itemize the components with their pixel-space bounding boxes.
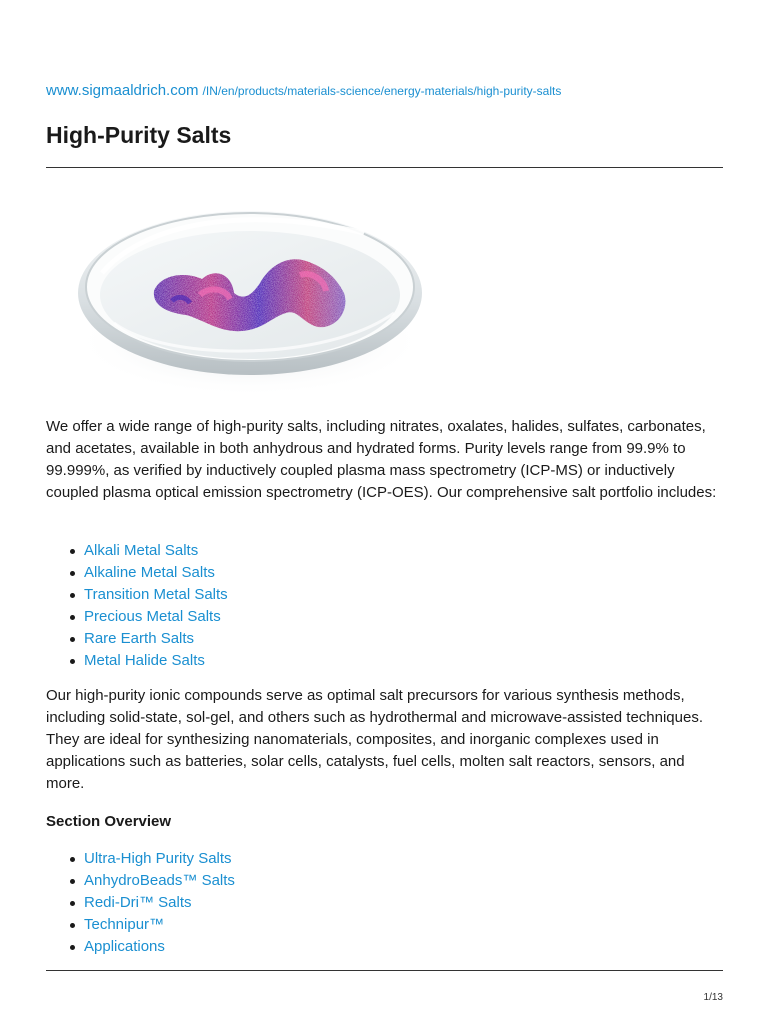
- overview-link-ultra-high-purity-salts[interactable]: [46, 848, 235, 870]
- petri-dish-salt-crystals-image: [74, 183, 426, 403]
- overview-link-label[interactable]: Ultra-High Purity Salts: [84, 850, 232, 867]
- salt-portfolio-list: [46, 540, 228, 672]
- portfolio-link-label[interactable]: Alkaline Metal Salts: [84, 564, 215, 581]
- document-page: [46, 0, 723, 1024]
- top-divider: [46, 167, 723, 168]
- bullet-icon: [70, 879, 75, 884]
- overview-link-label[interactable]: AnhydroBeads™ Salts: [84, 872, 235, 889]
- portfolio-link-metal-halide-salts[interactable]: [46, 650, 228, 672]
- bullet-icon: [70, 923, 75, 928]
- bottom-divider: [46, 970, 723, 971]
- bullet-icon: [70, 857, 75, 862]
- source-url-path[interactable]: /IN/en/products/materials-science/energy-materials/high-purity-salts: [202, 84, 562, 98]
- bullet-icon: [70, 571, 75, 576]
- bullet-icon: [70, 659, 75, 664]
- portfolio-link-transition-metal-salts[interactable]: [46, 584, 228, 606]
- portfolio-link-alkali-metal-salts[interactable]: [46, 540, 228, 562]
- section-overview-heading: Section Overview: [46, 813, 172, 830]
- portfolio-link-alkaline-metal-salts[interactable]: [46, 562, 228, 584]
- overview-link-applications[interactable]: [46, 936, 235, 958]
- bullet-icon: [70, 637, 75, 642]
- portfolio-link-label[interactable]: Precious Metal Salts: [84, 608, 221, 625]
- page-title: High-Purity Salts: [46, 122, 232, 148]
- portfolio-link-label[interactable]: Metal Halide Salts: [84, 652, 205, 669]
- overview-link-anhydrobeads-salts[interactable]: [46, 870, 235, 892]
- portfolio-link-label[interactable]: Transition Metal Salts: [84, 586, 228, 603]
- overview-link-label[interactable]: Applications: [84, 938, 165, 955]
- bullet-icon: [70, 901, 75, 906]
- bullet-icon: [70, 615, 75, 620]
- intro-paragraph: We offer a wide range of high-purity salts, including nitrates, oxalates, halides, sulfates, carbonates, and acetates, available in both anhydrous and hydrated forms. Purity levels range from 99.9% to 99.999%, as verified by inductively coupled plasma mass spectrometry (ICP-MS) or inductively coupled plasma optical emission spectrometry (ICP-OES). Our comprehensive salt portfolio includes:: [46, 418, 717, 501]
- bullet-icon: [70, 549, 75, 554]
- overview-link-label[interactable]: Technipur™: [84, 916, 165, 933]
- source-url[interactable]: [46, 82, 561, 100]
- overview-link-technipur[interactable]: [46, 914, 235, 936]
- overview-link-redi-dri-salts[interactable]: [46, 892, 235, 914]
- bullet-icon: [70, 593, 75, 598]
- bullet-icon: [70, 945, 75, 950]
- page-number: 1/13: [703, 992, 723, 1003]
- source-url-domain[interactable]: www.sigmaaldrich.com: [46, 82, 199, 99]
- portfolio-link-precious-metal-salts[interactable]: [46, 606, 228, 628]
- overview-link-label[interactable]: Redi-Dri™ Salts: [84, 894, 192, 911]
- portfolio-link-label[interactable]: Alkali Metal Salts: [84, 542, 199, 559]
- portfolio-link-label[interactable]: Rare Earth Salts: [84, 630, 195, 647]
- portfolio-link-rare-earth-salts[interactable]: [46, 628, 228, 650]
- section-overview-list: [46, 848, 235, 958]
- applications-paragraph: Our high-purity ionic compounds serve as optimal salt precursors for various synthesis methods, including solid-state, sol-gel, and others such as hydrothermal and microwave-assisted techniques. They are ideal for synthesizing nanomaterials, composites, and inorganic complexes used in applications such as batteries, solar cells, catalysts, fuel cells, molten salt reactors, sensors, and more.: [46, 687, 704, 792]
